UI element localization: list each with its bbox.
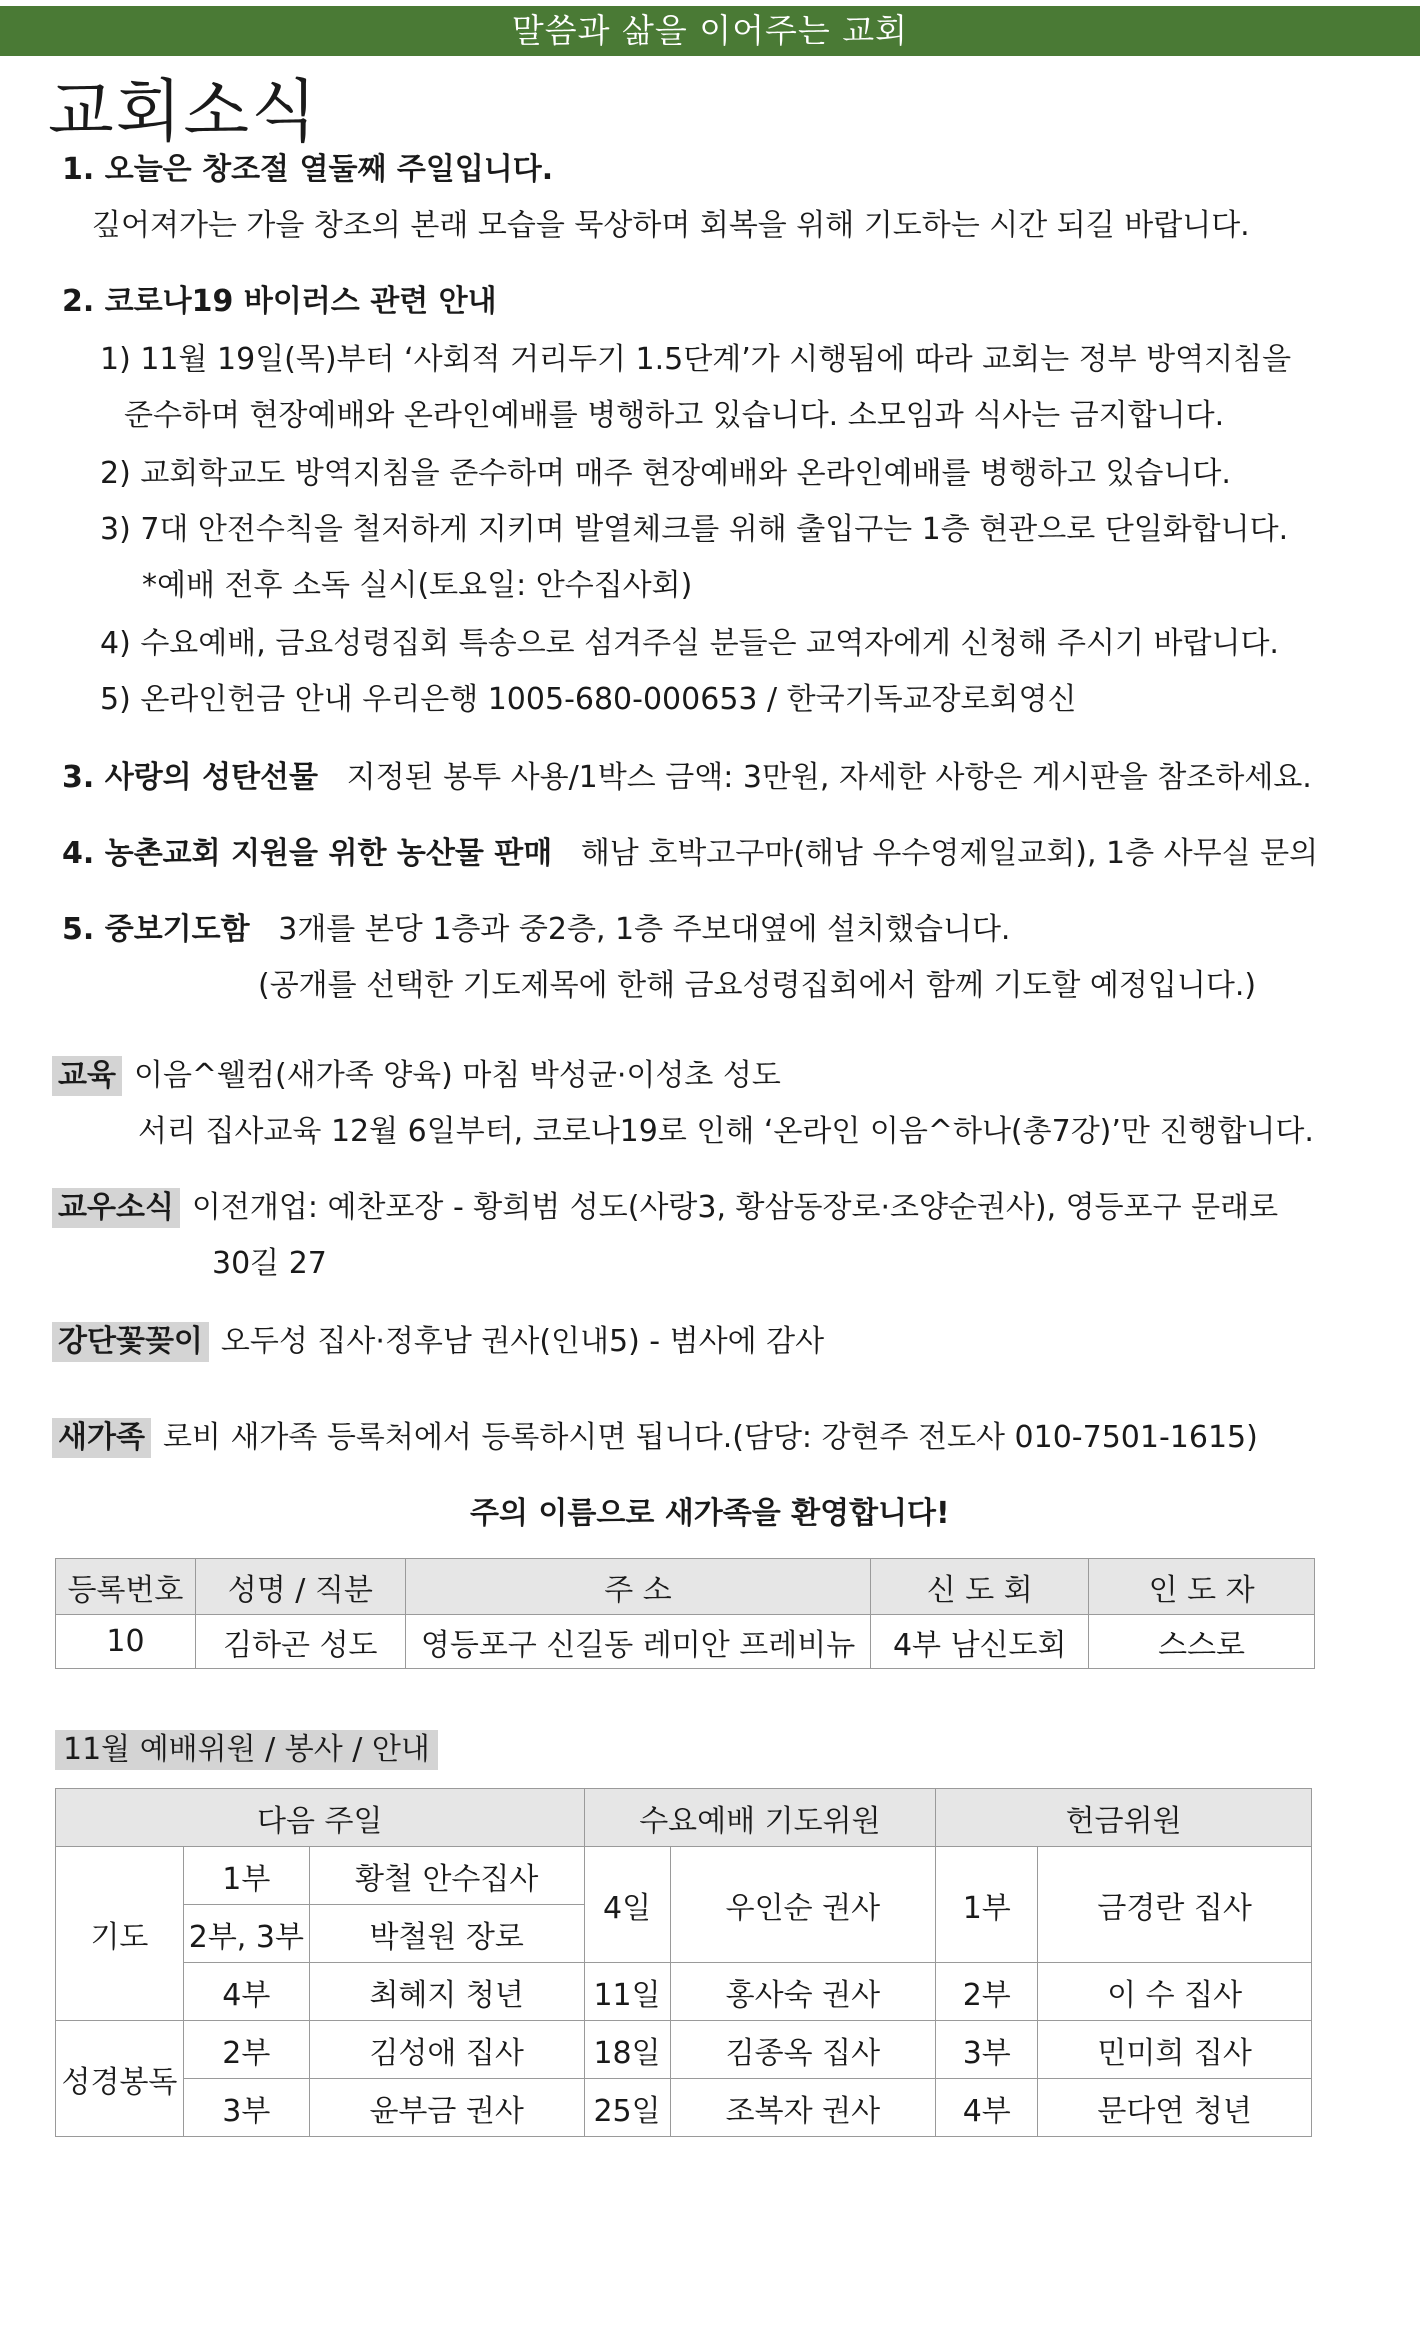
table-row (56, 1615, 1315, 1669)
next-part: 1부 (183, 1847, 309, 1905)
item2-line3a: 3) 7대 안전수칙을 철저하게 지키며 발열체크를 위해 출입구는 1층 현관으로 단일화합니다. (100, 512, 1289, 547)
offer-part: 1부 (936, 1847, 1038, 1963)
item1-heading: 1. 오늘은 창조절 열둘째 주일입니다. (62, 152, 554, 187)
table-header-row (56, 1789, 1312, 1847)
service-duty-table (55, 1788, 1312, 2137)
item2-heading: 2. 코로나19 바이러스 관련 안내 (62, 284, 497, 319)
prayer-label: 기도 (56, 1847, 184, 2021)
page-title: 교회소식 (48, 73, 319, 152)
flowers-line1: 오두성 집사·정후남 권사(인내5) - 범사에 감사 (220, 1324, 825, 1359)
newfam-section (52, 1418, 1258, 1458)
wed-person: 우인순 권사 (670, 1847, 936, 1963)
wed-person: 조복자 권사 (670, 2079, 936, 2137)
col-reg-no: 등록번호 (56, 1559, 196, 1615)
next-person: 최혜지 청년 (309, 1963, 584, 2021)
members-tag: 교우소식 (52, 1188, 180, 1228)
newfam-tag: 새가족 (52, 1418, 151, 1458)
item4-body: 해남 호박고구마(해남 우수영제일교회), 1층 사무실 문의 (580, 836, 1319, 871)
newfam-line1: 로비 새가족 등록처에서 등록하시면 됩니다.(담당: 강현주 전도사 010-7501-1615) (162, 1420, 1258, 1455)
members-section (52, 1188, 1278, 1228)
cell-name: 김하곤 성도 (195, 1615, 405, 1669)
col-fellowship: 신 도 회 (871, 1559, 1089, 1615)
next-part: 2부, 3부 (183, 1905, 309, 1963)
item2-line4: 4) 수요예배, 금요성령집회 특송으로 섬겨주실 분들은 교역자에게 신청해 주시기 바랍니다. (100, 626, 1279, 661)
wed-person: 김종옥 집사 (670, 2021, 936, 2079)
table-row (56, 1847, 1312, 1905)
cell-address: 영등포구 신길동 레미안 프레비뉴 (405, 1615, 871, 1669)
new-family-table (55, 1558, 1315, 1669)
item5-body2: (공개를 선택한 기도제목에 한해 금요성령집회에서 함께 기도할 예정입니다.) (258, 968, 1257, 1003)
header-offering: 헌금위원 (936, 1789, 1312, 1847)
welcome-message: 주의 이름으로 새가족을 환영합니다! (470, 1496, 950, 1531)
next-part: 4부 (183, 1963, 309, 2021)
col-address: 주 소 (405, 1559, 871, 1615)
item2-line1b: 준수하며 현장예배와 온라인예배를 병행하고 있습니다. 소모임과 식사는 금지합니다. (124, 398, 1225, 433)
item3 (62, 758, 1312, 798)
offer-person: 이 수 집사 (1038, 1963, 1312, 2021)
item4 (62, 834, 1318, 874)
edu-tag: 교육 (52, 1056, 122, 1096)
offer-person: 금경란 집사 (1038, 1847, 1312, 1963)
offer-part: 3부 (936, 2021, 1038, 2079)
cell-guide: 스스로 (1089, 1615, 1315, 1669)
table-header-row (56, 1559, 1315, 1615)
edu-section (52, 1056, 781, 1096)
members-line2: 30길 27 (212, 1246, 327, 1281)
next-part: 3부 (183, 2079, 309, 2137)
wed-date: 18일 (584, 2021, 670, 2079)
item1-body: 깊어져가는 가을 창조의 본래 모습을 묵상하며 회복을 위해 기도하는 시간 되길 바랍니다. (92, 208, 1250, 243)
wed-date: 4일 (584, 1847, 670, 1963)
item2-line5: 5) 온라인헌금 안내 우리은행 1005-680-000653 / 한국기독교장로회영신 (100, 682, 1077, 717)
item5-body: 3개를 본당 1층과 중2층, 1층 주보대옆에 설치했습니다. (278, 912, 1011, 947)
next-person: 황철 안수집사 (309, 1847, 584, 1905)
offer-part: 4부 (936, 2079, 1038, 2137)
next-person: 김성애 집사 (309, 2021, 584, 2079)
col-guide: 인 도 자 (1089, 1559, 1315, 1615)
col-name: 성명 / 직분 (195, 1559, 405, 1615)
item5-heading: 5. 중보기도함 (62, 912, 250, 947)
next-part: 2부 (183, 2021, 309, 2079)
item4-heading: 4. 농촌교회 지원을 위한 농산물 판매 (62, 836, 553, 871)
header-wednesday-prayer: 수요예배 기도위원 (584, 1789, 936, 1847)
item2-line1a: 1) 11월 19일(목)부터 ‘사회적 거리두기 1.5단계’가 시행됨에 따라 교회는 정부 방역지침을 (100, 342, 1292, 377)
offer-part: 2부 (936, 1963, 1038, 2021)
item3-heading: 3. 사랑의 성탄선물 (62, 760, 319, 795)
item2-line2: 2) 교회학교도 방역지침을 준수하며 매주 현장예배와 온라인예배를 병행하고 있습니다. (100, 456, 1231, 491)
table-row (56, 2079, 1312, 2137)
wed-person: 홍사숙 권사 (670, 1963, 936, 2021)
church-banner: 말씀과 삶을 이어주는 교회 (0, 6, 1420, 56)
flowers-section (52, 1322, 824, 1362)
wed-date: 25일 (584, 2079, 670, 2137)
table-row (56, 1963, 1312, 2021)
duty-section (55, 1730, 450, 1770)
next-person: 박철원 장로 (309, 1905, 584, 1963)
header-next-sunday: 다음 주일 (56, 1789, 585, 1847)
duty-title: 11월 예배위원 / 봉사 / 안내 (55, 1730, 438, 1770)
cell-reg-no: 10 (56, 1615, 196, 1669)
item3-body: 지정된 봉투 사용/1박스 금액: 3만원, 자세한 사항은 게시판을 참조하세요. (346, 760, 1312, 795)
flowers-tag: 강단꽃꽂이 (52, 1322, 209, 1362)
item2-line3b: *예배 전후 소독 실시(토요일: 안수집사회) (142, 568, 693, 603)
edu-line1: 이음^웰컴(새가족 양육) 마침 박성균·이성초 성도 (133, 1058, 781, 1093)
offer-person: 민미희 집사 (1038, 2021, 1312, 2079)
edu-line2: 서리 집사교육 12월 6일부터, 코로나19로 인해 ‘온라인 이음^하나(총7강)’만 진행합니다. (138, 1114, 1314, 1149)
wed-date: 11일 (584, 1963, 670, 2021)
members-line1: 이전개업: 예찬포장 - 황희범 성도(사랑3, 황삼동장로·조양순권사), 영등포구 문래로 (191, 1190, 1279, 1225)
item5 (62, 910, 1010, 950)
next-person: 윤부금 권사 (309, 2079, 584, 2137)
offer-person: 문다연 청년 (1038, 2079, 1312, 2137)
bible-reading-label: 성경봉독 (56, 2021, 184, 2137)
cell-fellowship: 4부 남신도회 (871, 1615, 1089, 1669)
